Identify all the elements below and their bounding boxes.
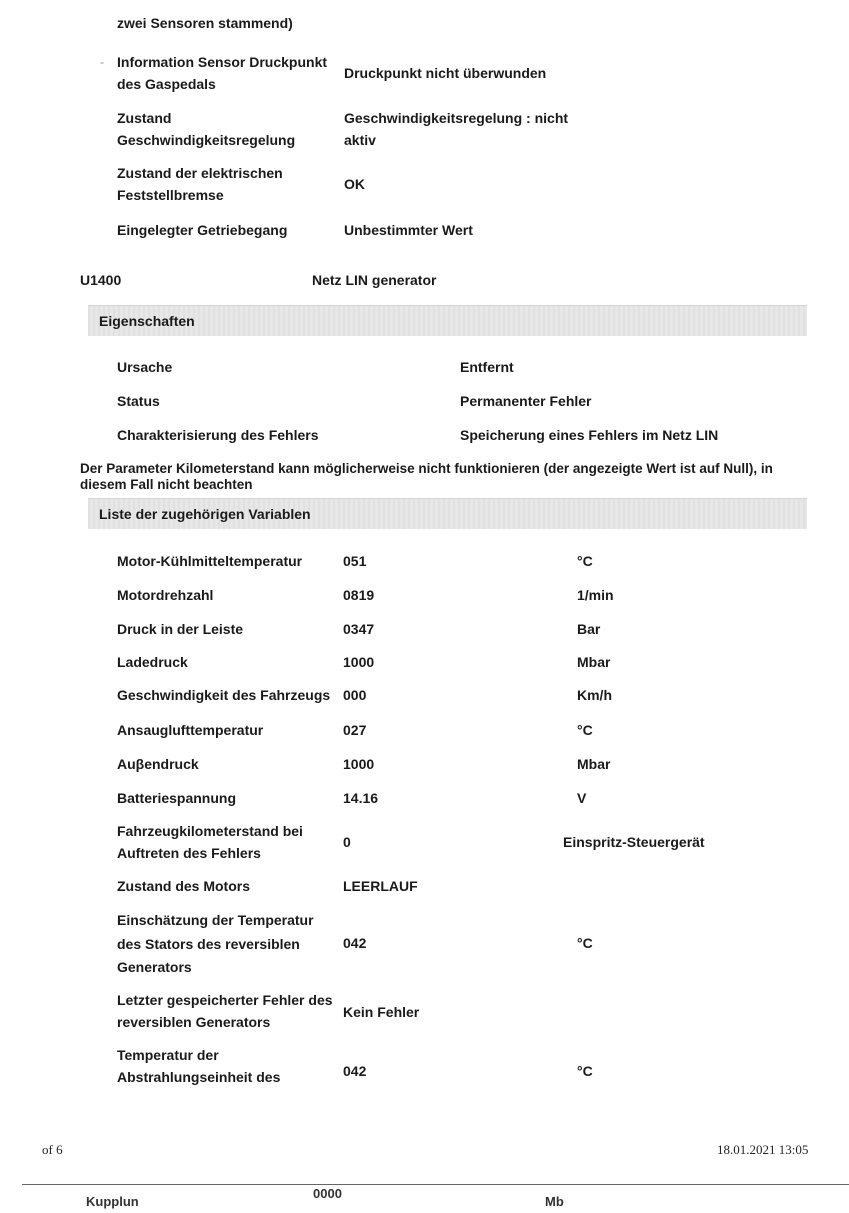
variable-label: Druck in der Leiste bbox=[117, 621, 244, 637]
property-value: Permanenter Fehler bbox=[460, 393, 592, 409]
variables-header bbox=[88, 498, 807, 529]
row-label: Information Sensor Druckpunkt des Gaspedals bbox=[117, 54, 328, 92]
variable-label: Letzter gespeicherter Fehler des reversiblen Generators bbox=[117, 992, 333, 1030]
variable-unit: Bar bbox=[577, 621, 601, 637]
variable-label: Motor-Kühlmitteltemperatur bbox=[117, 553, 303, 569]
cut-off-unit: Mb bbox=[545, 1194, 564, 1209]
fault-code: U1400 bbox=[80, 272, 122, 288]
variable-unit: °C bbox=[577, 935, 593, 951]
print-datetime: 18.01.2021 13:05 bbox=[717, 1142, 809, 1157]
variable-value: Kein Fehler bbox=[343, 1004, 420, 1020]
variable-value: LEERLAUF bbox=[343, 878, 418, 894]
property-label: Charakterisierung des Fehlers bbox=[117, 427, 319, 443]
variable-label: Einschätzung der Temperatur des Stators des reversiblen Generators bbox=[117, 912, 314, 975]
variable-label: Batteriespannung bbox=[117, 790, 237, 806]
row-label: Zustand Geschwindigkeitsregelung bbox=[117, 110, 296, 148]
variable-value: 000 bbox=[343, 687, 367, 703]
variable-unit: °C bbox=[577, 553, 593, 569]
variable-label: Temperatur der Abstrahlungseinheit des bbox=[117, 1047, 281, 1085]
bullet-marker: - bbox=[100, 55, 104, 69]
variables-header-label: Liste der zugehörigen Variablen bbox=[99, 506, 311, 522]
row-label: Eingelegter Getriebegang bbox=[117, 222, 288, 238]
variable-value: 042 bbox=[343, 935, 367, 951]
variable-label: Auβendruck bbox=[117, 756, 199, 772]
variable-label: Fahrzeugkilometerstand bei Auftreten des Fehlers bbox=[117, 823, 303, 861]
properties-header-label: Eigenschaften bbox=[99, 313, 195, 329]
variable-value: 14.16 bbox=[343, 790, 379, 806]
variable-unit: Einspritz-Steuergerät bbox=[563, 834, 705, 850]
variable-value: 051 bbox=[343, 553, 367, 569]
variable-label: Ladedruck bbox=[117, 654, 188, 670]
property-label: Ursache bbox=[117, 359, 173, 375]
variable-unit: Km/h bbox=[577, 687, 612, 703]
variable-label: Motordrehzahl bbox=[117, 587, 214, 603]
page-break-rule bbox=[22, 1184, 849, 1185]
variable-unit: Mbar bbox=[577, 654, 611, 670]
variable-unit: 1/min bbox=[577, 587, 614, 603]
row-value: Geschwindigkeitsregelung : nicht aktiv bbox=[344, 110, 569, 148]
variable-value: 1000 bbox=[343, 756, 375, 772]
variable-value: 1000 bbox=[343, 654, 375, 670]
variable-value: 042 bbox=[343, 1063, 367, 1079]
variable-unit: Mbar bbox=[577, 756, 611, 772]
property-value: Entfernt bbox=[460, 359, 514, 375]
variable-label: Ansauglufttemperatur bbox=[117, 722, 264, 738]
cut-off-label: Kupplun bbox=[86, 1194, 139, 1209]
fault-title: Netz LIN generator bbox=[312, 272, 437, 288]
variable-unit: °C bbox=[577, 1063, 593, 1079]
cut-off-value: 0000 bbox=[313, 1186, 342, 1201]
kilometer-note: Der Parameter Kilometerstand kann möglicherweise nicht funktionieren (der angezeigte Wert ist auf Null), in diesem Fall nicht beachten bbox=[80, 461, 773, 492]
variable-value: 027 bbox=[343, 722, 367, 738]
property-value: Speicherung eines Fehlers im Netz LIN bbox=[460, 427, 719, 443]
row-value: Unbestimmter Wert bbox=[344, 222, 473, 238]
property-label: Status bbox=[117, 393, 160, 409]
variable-value: 0347 bbox=[343, 621, 375, 637]
variable-value: 0 bbox=[343, 834, 351, 850]
properties-header bbox=[88, 305, 807, 336]
continuation-text: zwei Sensoren stammend) bbox=[117, 15, 293, 31]
row-label: Zustand der elektrischen Feststellbremse bbox=[117, 165, 283, 203]
variable-unit: V bbox=[577, 790, 587, 806]
variable-value: 0819 bbox=[343, 587, 375, 603]
variable-unit: °C bbox=[577, 722, 593, 738]
variable-label: Geschwindigkeit des Fahrzeugs bbox=[117, 687, 331, 703]
row-value: Druckpunkt nicht überwunden bbox=[344, 65, 547, 81]
page-count: of 6 bbox=[42, 1142, 63, 1157]
row-value: OK bbox=[344, 176, 365, 192]
variable-label: Zustand des Motors bbox=[117, 878, 251, 894]
